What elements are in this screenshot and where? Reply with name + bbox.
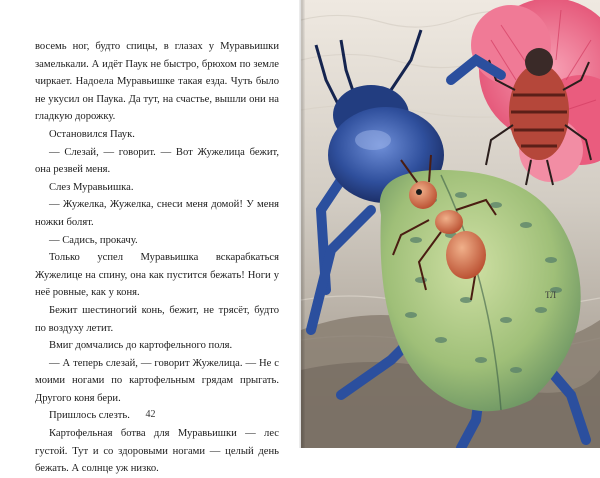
book-gutter (299, 0, 305, 448)
paragraph: Остановился Паук. (49, 128, 135, 140)
paragraph: — Жужелка, Жужелка, снеси меня домой! У меня ножки болят. (35, 199, 279, 228)
paragraph: Слез Муравьишка. (49, 181, 134, 193)
paragraph: — Садись, прокачу. (49, 234, 138, 246)
paragraph: Вмиг домчались до картофельного поля. (49, 340, 233, 352)
paragraph: Пришлось слезть. (49, 410, 130, 422)
illustration-canvas (301, 0, 600, 448)
illustrator-signature: ТЛ (545, 290, 557, 300)
paragraph: — Слезай, — говорит. — Вот Жужелица бежит, она резвей меня. (35, 146, 279, 176)
text-page (0, 0, 301, 475)
paragraph: восемь ног, будто спицы, в глазах у Муравьишки замелькали. А идёт Паук не быстро, брюхом по земле чиркает. Надоела Муравьишке такая езда. Чуть было не укусил он Паука. Да тут, на счастье, вышли они на гладкую дорожку. (35, 41, 279, 123)
illustration (301, 0, 600, 448)
paragraph: Бежит шестиногий конь, бежит, не трясёт, будто по воздуху летит. (35, 304, 279, 334)
paragraph: Только успел Муравьишка вскарабкаться Жужелице на спину, она как пустится бежать! Ноги у неё ровные, как у коня. (35, 252, 279, 299)
page-number: 42 (145, 409, 156, 420)
paragraph: — А теперь слезай, — говорит Жужелица. — Не с моими ногами по картофельным грядам прыгать. Другого коня бери. (35, 357, 279, 404)
paragraph: Картофельная ботва для Муравьишки — лес густой. Тут и со здоровыми ногами — целый день бежать. А солнце уж низко. (35, 428, 279, 475)
